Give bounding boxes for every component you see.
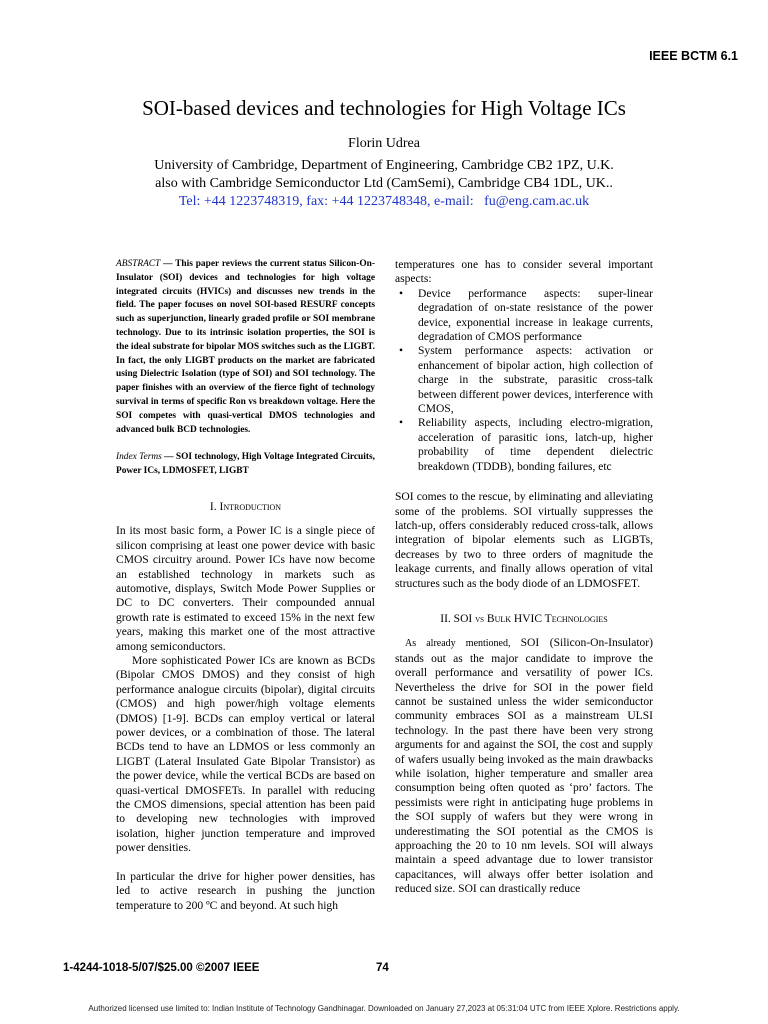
section-1-number: I.: [209, 500, 220, 513]
list-item: [395, 416, 653, 474]
section-2-paragraph: [395, 636, 653, 896]
list-item: [395, 287, 653, 345]
abstract-text: — This paper reviews the current status Silicon-On-Insulator (SOI) devices and technologies for high voltage integrated circuits (HVICs) and discusses new trends in the field. The paper focuses on novel SOI-based RESURF concepts such as superjunction, linearly graded profile or SOI membrane technology. Due to its intrinsic isolation properties, the SOI is the ideal substrate for bipolar MOS switches such as the LIGBT. In fact, the only LIGBT products on the market are fabricated using Dielectric Isolation (type of SOI) and SOI technology. The paper finishes with an overview of the fierce fight of technology survival in terms of specific Ron vs breakdown voltage. Here the SOI competes with quasi-vertical DMOS technologies and advanced bulk BCD technologies.: [116, 259, 375, 435]
list-item-text: System performance aspects: activation or enhancement of bipolar action, high collection of charge in the substrate, parasitic cross-talk between different power devices, interference with CMOS,: [418, 345, 653, 416]
contact-info[interactable]: [0, 194, 768, 210]
left-column: [116, 258, 375, 913]
section-2-paragraph-text: SOI (Silicon-On-Insulator) stands out as the major candidate to improve the overall performance and versatility of power ICs. Nevertheless the drive for SOI in the power field cannot be sustained unless the wider semiconductor community embraces SOI as a mainstream ULSI technology. In the past there have been very strong arguments for and against the SOI, the cost and supply of wafers usually being invoked as the main drawbacks while isolation, higher temperature and smaller area consumption being often quoted as ‘pro’ factors. The pessimists were right in anticipating huge problems in the SOI supply of wafers but they were wrong in underestimating the SOI potential as the CMOS is approaching the 20 to 10 nm levels. SOI will always maintain a speed advantage due to lower transistor capacitances, will always offer better isolation and reduced size. SOI can drastically reduce: [395, 637, 653, 896]
aspects-intro: temperatures one has to consider several important aspects:: [395, 259, 653, 286]
list-item-text: Reliability aspects, including electro-migration, acceleration of parasitic ions, latch-up, higher probability of time dependent dielectric breakdown (TDDB), bonding failures, etc: [418, 417, 653, 473]
bullet-icon: •: [399, 417, 404, 430]
section-2-vs: vs: [475, 614, 485, 625]
abstract-lead: ABSTRACT: [116, 259, 161, 269]
index-terms: [116, 451, 375, 479]
section-2-paragraph-lead: As already mentioned,: [405, 638, 521, 650]
section-2-number: II. SOI: [440, 612, 476, 625]
index-terms-text: — SOI technology, High Voltage Integrated Circuits, Power ICs, LDMOSFET, LIGBT: [116, 452, 375, 477]
abstract: [116, 258, 375, 437]
bullet-icon: •: [399, 287, 404, 300]
bullet-icon: •: [399, 345, 404, 358]
affiliation-line-2: also with Cambridge Semiconductor Ltd (CamSemi), Cambridge CB4 1DL, UK..: [155, 176, 613, 191]
contact-text: Tel: +44 1223748319, fax: +44 1223748348, e-mail: fu@eng.cam.ac.uk: [178, 194, 590, 209]
section-1-title: Introduction: [219, 500, 282, 513]
soi-rescue-paragraph: SOI comes to the rescue, by eliminating and alleviating some of the problems. SOI virtually suppresses the latch-up, offers considerably reduced cross-talk, allows integration of bipolar elements such as LIGBTs, decreases by two to three orders of magnitude the leakage currents, and finally allows operation of vital structures such as the body diode of an LDMOSFET.: [395, 491, 653, 590]
intro-paragraph-1: In its most basic form, a Power IC is a single piece of silicon comprising at least one power device with basic CMOS circuitry around. Power ICs have now become an established technology in markets such as automotive, displays, Switch Mode Power Supplies or DC to DC converters. Their compounded annual growth rate is estimated to exceed 15% in the next few years, making this market one of the most attractive among semiconductors.: [116, 525, 375, 653]
section-2-heading: [395, 612, 653, 627]
list-item: [395, 344, 653, 416]
page-number: 74: [376, 962, 389, 974]
paper-title: SOI-based devices and technologies for High Voltage ICs: [142, 96, 626, 120]
copyright-notice: 1-4244-1018-5/07/$25.00 ©2007 IEEE: [63, 962, 260, 974]
intro-paragraph-2: More sophisticated Power ICs are known as BCDs (Bipolar CMOS DMOS) and they consist of high performance analogue circuits (bipolar), digital circuits (CMOS) and high power/high voltage elements (DMOS) [1-9]. BCDs can employ vertical or lateral power devices, or a combination of those. The lateral BCDs tend to have an LDMOS or less commonly an LIGBT (Lateral Insulated Gate Bipolar Transistor) as the power device, while the vertical BCDs are based on quasi-vertical DMOSFETs. In parallel with reducing the CMOS dimensions, special attention has been paid to developing new technologies with improved isolation, higher junction temperature and improved power densities.: [116, 655, 375, 855]
affiliation-line-1: University of Cambridge, Department of Engineering, Cambridge CB2 1PZ, U.K.: [154, 158, 614, 173]
license-notice: Authorized licensed use limited to: Indian Institute of Technology Gandhinagar. Downloaded on January 27,2023 at 05:31:04 UTC from IEEE Xplore. Restrictions apply.: [88, 1004, 680, 1013]
right-column: [395, 258, 653, 897]
list-item-text: Device performance aspects: super-linear degradation of on-state resistance of the power device, exponential increase in leakage currents, degradation of CMOS performance: [418, 287, 653, 344]
intro-paragraph-3: In particular the drive for higher power densities, has led to active research in pushing the junction temperature to 200 ºC and beyond. At such high: [116, 870, 375, 912]
section-2-title: Bulk HVIC Technologies: [484, 612, 608, 625]
section-1-heading: [116, 500, 375, 514]
author-name: Florin Udrea: [348, 136, 420, 151]
index-terms-lead: Index Terms: [116, 452, 162, 463]
conference-label: IEEE BCTM 6.1: [649, 49, 738, 63]
aspects-list: [395, 287, 653, 474]
